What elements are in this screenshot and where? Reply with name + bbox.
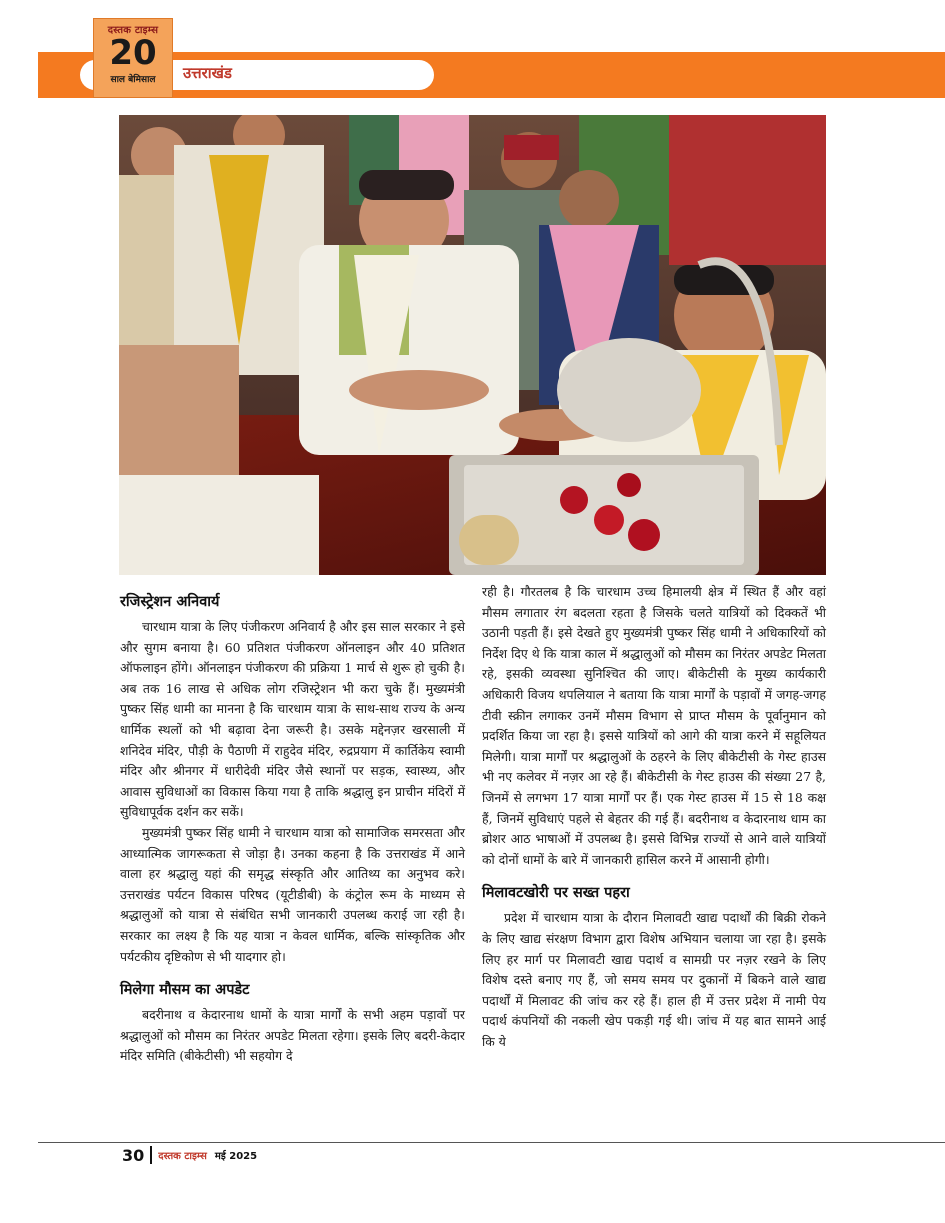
- logo-tagline: साल बेमिसाल: [110, 75, 156, 85]
- subheading-registration: रजिस्ट्रेशन अनिवार्य: [120, 594, 220, 610]
- subheading-weather: मिलेगा मौसम का अपडेट: [120, 982, 250, 999]
- footer-divider: [150, 1146, 152, 1164]
- paragraph: बदरीनाथ व केदारनाथ धामों के यात्रा मार्गों के सभी अहम पड़ावों पर श्रद्धालुओं को मौसम का निरंतर अपडेट मिलता रहेगा। इसके लिए बदरी-केदार मंदिर समिति (बीकेटीसी) भी सहयोग दे: [120, 1007, 465, 1064]
- page-number: 30: [122, 1145, 145, 1165]
- footer-brand: दस्तक टाइम्स: [158, 1151, 207, 1162]
- ceremony-photo-illustration: [119, 115, 826, 575]
- paragraph: प्रदेश में चारधाम यात्रा के दौरान मिलावटी खाद्य पदार्थों की बिक्री रोकने के लिए खाद्य संरक्षण विभाग द्वारा विशेष अभियान चलाया जा रहा है। इसके लिए हर मार्ग पर मिलावटी खाद्य पदार्थ व सामग्री पर नज़र रखने के लिए विशेष दस्ते बनाए गए हैं, जो समय समय पर दुकानों में बिकने वाले खाद्य पदार्थों में मिलावट की जांच कर रहे हैं। हाल ही में उत्तर प्रदेश में नामी पेय पदार्थ कंपनियों की नकली खेप पकड़ी गई थी। जांच में यह बात सामने आई कि ये: [482, 910, 826, 1049]
- article-column-right: [482, 582, 826, 1052]
- paragraph: चारधाम यात्रा के लिए पंजीकरण अनिवार्य है और इस साल सरकार ने इसे और सुगम बनाया है। 60 प्रतिशत पंजीकरण ऑनलाइन और 40 प्रतिशत ऑफलाइन होंगे। ऑनलाइन पंजीकरण की प्रक्रिया 1 मार्च से शुरू हो चुकी है। अब तक 16 लाख से अधिक लोग रजिस्ट्रेशन भी करा चुके हैं। मुख्यमंत्री पुष्कर सिंह धामी का मानना है कि चारधाम यात्रा के साथ-साथ राज्य के अन्य धार्मिक स्थलों को भी बढ़ावा देना जरूरी है। उसके मद्देनज़र खरसाली में शनिदेव मंदिर, पौड़ी के पैठाणी में राहुदेव मंदिर, रुद्रप्रयाग में कार्तिकेय स्वामी मंदिर और श्रीनगर में धारीदेवी मंदिर जैसे स्थानों पर सड़क, स्वास्थ्य, और आवास सुविधाओं का विकास किया गया है ताकि श्रद्धालु इन प्राचीन मंदिरों में सुविधापूर्वक दर्शन कर सकें।: [120, 619, 466, 820]
- footer-rule: [38, 1142, 945, 1143]
- paragraph: मुख्यमंत्री पुष्कर सिंह धामी ने चारधाम यात्रा को सामाजिक समरसता और आध्यात्मिक जागरूकता से जोड़ा है। उनका कहना है कि उत्तराखंड में आने वाला हर श्रद्धालु यहां की समृद्ध संस्कृति और आतिथ्य का अनुभव करे। उत्तराखंड पर्यटन विकास परिषद (यूटीडीबी) के कंट्रोल रूम के माध्यम से श्रद्धालुओं को यात्रा से संबंधित सभी जानकारी उपलब्ध कराई जा रही है। सरकार का लक्ष्य है कि यह यात्रा न केवल धार्मिक, बल्कि सांस्कृतिक और पर्यटकीय दृष्टिकोण से भी यादगार हो।: [120, 824, 465, 964]
- article-column-left: [120, 591, 465, 1067]
- footer-date: मई 2025: [214, 1151, 258, 1162]
- logo-number: 20: [109, 33, 157, 73]
- page-footer: [122, 1145, 257, 1165]
- logo-brand: दस्तक टाइम्स: [107, 25, 159, 36]
- subheading-adulteration: मिलावटखोरी पर सख्त पहरा: [482, 885, 630, 902]
- paragraph-continued: रही है। गौरतलब है कि चारधाम उच्च हिमालयी क्षेत्र में स्थित हैं और वहां मौसम लगातार रंग बदलता रहता है जिसके चलते यात्रियों को दिक्कतें भी उठानी पड़ती हैं। इसे देखते हुए मुख्यमंत्री पुष्कर सिंह धामी ने अधिकारियों को निर्देश दिए थे कि यात्रा काल में श्रद्धालुओं को मौसम का निरंतर अपडेट मिलता रहे, इसकी व्यवस्था सुनिश्चित की जाए। बीकेटीसी के मुख्य कार्यकारी अधिकारी विजय थपलियाल ने बताया कि यात्रा मार्गों के पड़ावों में जगह-जगह टीवी स्क्रीन लगाकर उनमें मौसम विभाग से प्राप्त मौसम के पूर्वानुमान को प्रदर्शित किया जा रहा है। इससे यात्रियों को आगे की यात्रा करने में सहूलियत मिलेगी। यात्रा मार्गों पर श्रद्धालुओं के ठहरने के लिए बीकेटीसी के गेस्ट हाउस भी नए कलेवर में नज़र आ रहे हैं। बीकेटीसी के गेस्ट हाउस की संख्या 27 है, जिनमें से लगभग 17 यात्रा मार्गों पर हैं। एक गेस्ट हाउस में 15 से 18 कक्ष हैं, जिनमें सुविधाएं पहले से बेहतर की गई हैं। बदरीनाथ व केदारनाथ धाम का ब्रोशर आठ भाषाओं में उपलब्ध है। इससे विभिन्न राज्यों से आने वाले यात्रियों को दोनों धामों के बारे में जानकारी हासिल करने में आसानी होगी।: [482, 584, 826, 867]
- article-photo: [119, 115, 826, 575]
- section-title: उत्तराखंड: [183, 64, 232, 82]
- magazine-logo: [93, 18, 173, 98]
